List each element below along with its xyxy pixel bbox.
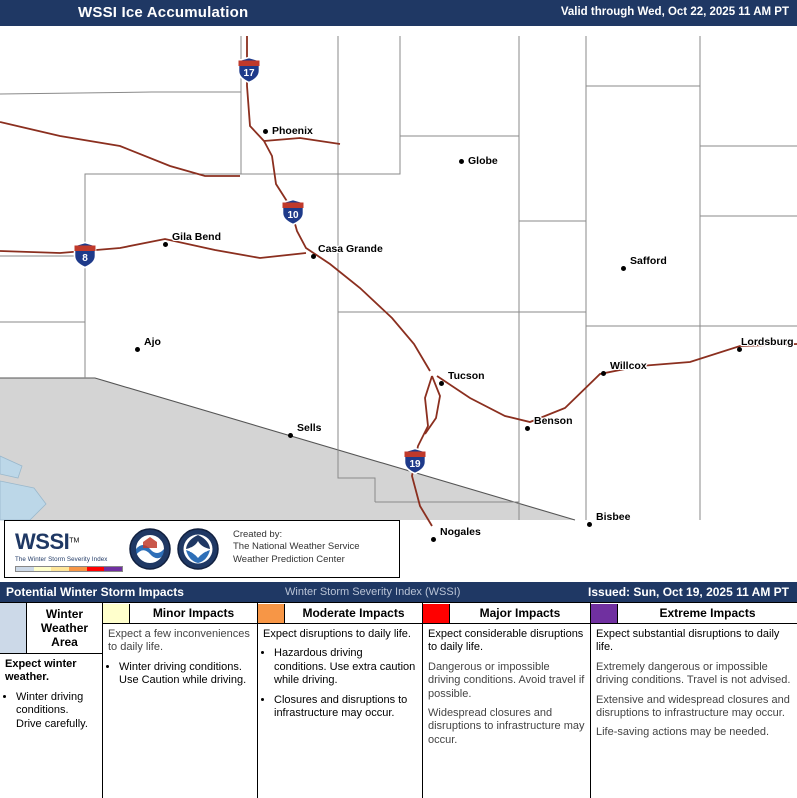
legend-para-0-0: Expect winter weather. — [5, 658, 77, 684]
valid-through-text: Valid through Wed, Oct 22, 2025 11 AM PT — [560, 6, 789, 18]
legend-bullet-0-0: • Winter driving conditions. Drive carefully. — [16, 691, 97, 731]
legend-title-extreme-impacts: Extreme Impacts — [659, 606, 756, 620]
impacts-header-bar — [0, 582, 797, 602]
legend-para-4-1: Extremely dangerous or impossible driving conditions. Travel is not advised. — [596, 660, 791, 687]
map-vector-layer — [0, 26, 797, 520]
legend-column-extreme-impacts[interactable] — [591, 603, 797, 798]
city-dot-willcox — [601, 371, 606, 376]
legend-header-moderate-impacts — [258, 603, 422, 624]
legend-para-3-0: Expect considerable disruptions to daily life. — [428, 628, 584, 654]
legend-para-3-2: Widespread closures and disruptions to infrastructure may occur. — [428, 707, 585, 746]
legend-title-winter-weather-area: Winter Weather Area — [40, 607, 89, 649]
city-dot-nogales — [431, 537, 436, 542]
city-dot-sells — [288, 433, 293, 438]
city-label-globe: Globe — [468, 155, 498, 167]
city-label-nogales: Nogales — [440, 526, 481, 538]
interstate-shield-19-number: 19 — [409, 459, 421, 470]
impacts-legend — [0, 602, 797, 798]
legend-swatch-winter-weather-area — [0, 603, 27, 653]
created-by-block — [233, 529, 398, 566]
legend-header-major-impacts — [423, 603, 590, 624]
legend-para-4-3: Life-saving actions may be needed. — [596, 726, 770, 739]
city-dot-bisbee — [587, 522, 592, 527]
city-label-safford: Safford — [630, 255, 667, 267]
legend-para-3-1: Dangerous or impossible driving conditions. Avoid travel if possible. — [428, 660, 585, 700]
city-dot-gila-bend — [163, 242, 168, 247]
interstate-shield-8 — [73, 242, 97, 268]
legend-swatch-extreme-impacts — [591, 604, 618, 623]
legend-title-minor-impacts: Minor Impacts — [152, 606, 235, 620]
issued-text: Issued: Sun, Oct 19, 2025 11 AM PT — [588, 585, 789, 599]
legend-para-4-0: Expect substantial disruptions to daily life. — [596, 628, 780, 654]
created-by-label: Created by: — [233, 529, 283, 540]
impacts-bar-title: Potential Winter Storm Impacts — [6, 585, 184, 599]
legend-bullet-1-0: • Winter driving conditions. Use Caution while driving. — [119, 661, 252, 688]
legend-body-winter-weather-area — [0, 654, 102, 731]
wssi-logo-subtitle: The Winter Storm Severity Index — [15, 556, 108, 563]
legend-body-major-impacts — [423, 624, 590, 747]
legend-swatch-major-impacts — [423, 604, 450, 623]
legend-para-1-0: Expect a few inconveniences to daily life. — [108, 628, 250, 654]
interstate-shield-17 — [237, 57, 261, 83]
legend-body-moderate-impacts — [258, 624, 422, 720]
legend-header-winter-weather-area — [0, 603, 102, 654]
city-label-bisbee: Bisbee — [596, 511, 631, 523]
created-by-line1: The National Weather Service — [233, 541, 360, 553]
city-label-gila-bend: Gila Bend — [172, 231, 222, 243]
city-dot-ajo — [135, 347, 140, 352]
legend-title-major-impacts: Major Impacts — [479, 606, 561, 620]
city-dot-phoenix — [263, 129, 268, 134]
legend-header-minor-impacts — [103, 603, 257, 624]
city-dot-tucson — [439, 381, 444, 386]
city-label-benson: Benson — [534, 415, 573, 427]
wssi-logo-word: WSSI — [15, 529, 70, 554]
noaa-seal-icon — [177, 528, 219, 570]
city-dot-safford — [621, 266, 626, 271]
interstate-shield-19 — [403, 448, 427, 474]
wssi-logo — [15, 529, 123, 569]
city-label-sells: Sells — [297, 422, 322, 434]
legend-swatch-minor-impacts — [103, 604, 130, 623]
logo-strip — [4, 520, 400, 578]
city-label-phoenix: Phoenix — [272, 125, 313, 137]
city-label-casa-grande: Casa Grande — [318, 243, 383, 255]
city-dot-globe — [459, 159, 464, 164]
legend-column-major-impacts[interactable] — [423, 603, 591, 798]
wssi-logo-colorbar — [15, 566, 123, 572]
city-label-ajo: Ajo — [144, 336, 161, 348]
legend-column-moderate-impacts[interactable] — [258, 603, 423, 798]
legend-para-4-2: Extensive and widespread closures and disruptions to infrastructure may occur. — [596, 693, 790, 720]
legend-bullet-2-0: • Hazardous driving conditions. Use extra caution while driving. — [274, 647, 417, 687]
interstate-shield-17-number: 17 — [243, 68, 255, 79]
legend-title-moderate-impacts: Moderate Impacts — [302, 606, 405, 620]
interstate-shield-10-number: 10 — [287, 210, 299, 221]
city-label-willcox: Willcox — [610, 360, 647, 372]
legend-header-extreme-impacts — [591, 603, 797, 624]
impacts-bar-subtitle: Winter Storm Severity Index (WSSI) — [285, 586, 461, 598]
city-label-tucson: Tucson — [448, 370, 485, 382]
legend-body-minor-impacts — [103, 624, 257, 688]
legend-bullet-2-1: • Closures and disruptions to infrastructure may occur. — [274, 694, 417, 721]
city-dot-benson — [525, 426, 530, 431]
city-dot-casa-grande — [311, 254, 316, 259]
wssi-logo-tm: TM — [69, 537, 80, 545]
page-title: WSSI Ice Accumulation — [78, 4, 249, 21]
legend-para-2-0: Expect disruptions to daily life. — [263, 628, 411, 640]
title-bar — [0, 0, 797, 26]
interstate-shield-8-number: 8 — [82, 253, 88, 264]
svg-text:NOAA: NOAA — [189, 548, 207, 554]
legend-swatch-moderate-impacts — [258, 604, 285, 623]
created-by-line2: Weather Prediction Center — [233, 553, 345, 565]
nws-seal-icon — [129, 528, 171, 570]
legend-body-extreme-impacts — [591, 624, 797, 740]
legend-column-minor-impacts[interactable] — [103, 603, 258, 798]
legend-column-winter-weather-area[interactable] — [0, 603, 103, 798]
city-label-lordsburg: Lordsburg — [741, 336, 794, 348]
interstate-shield-10 — [281, 199, 305, 225]
